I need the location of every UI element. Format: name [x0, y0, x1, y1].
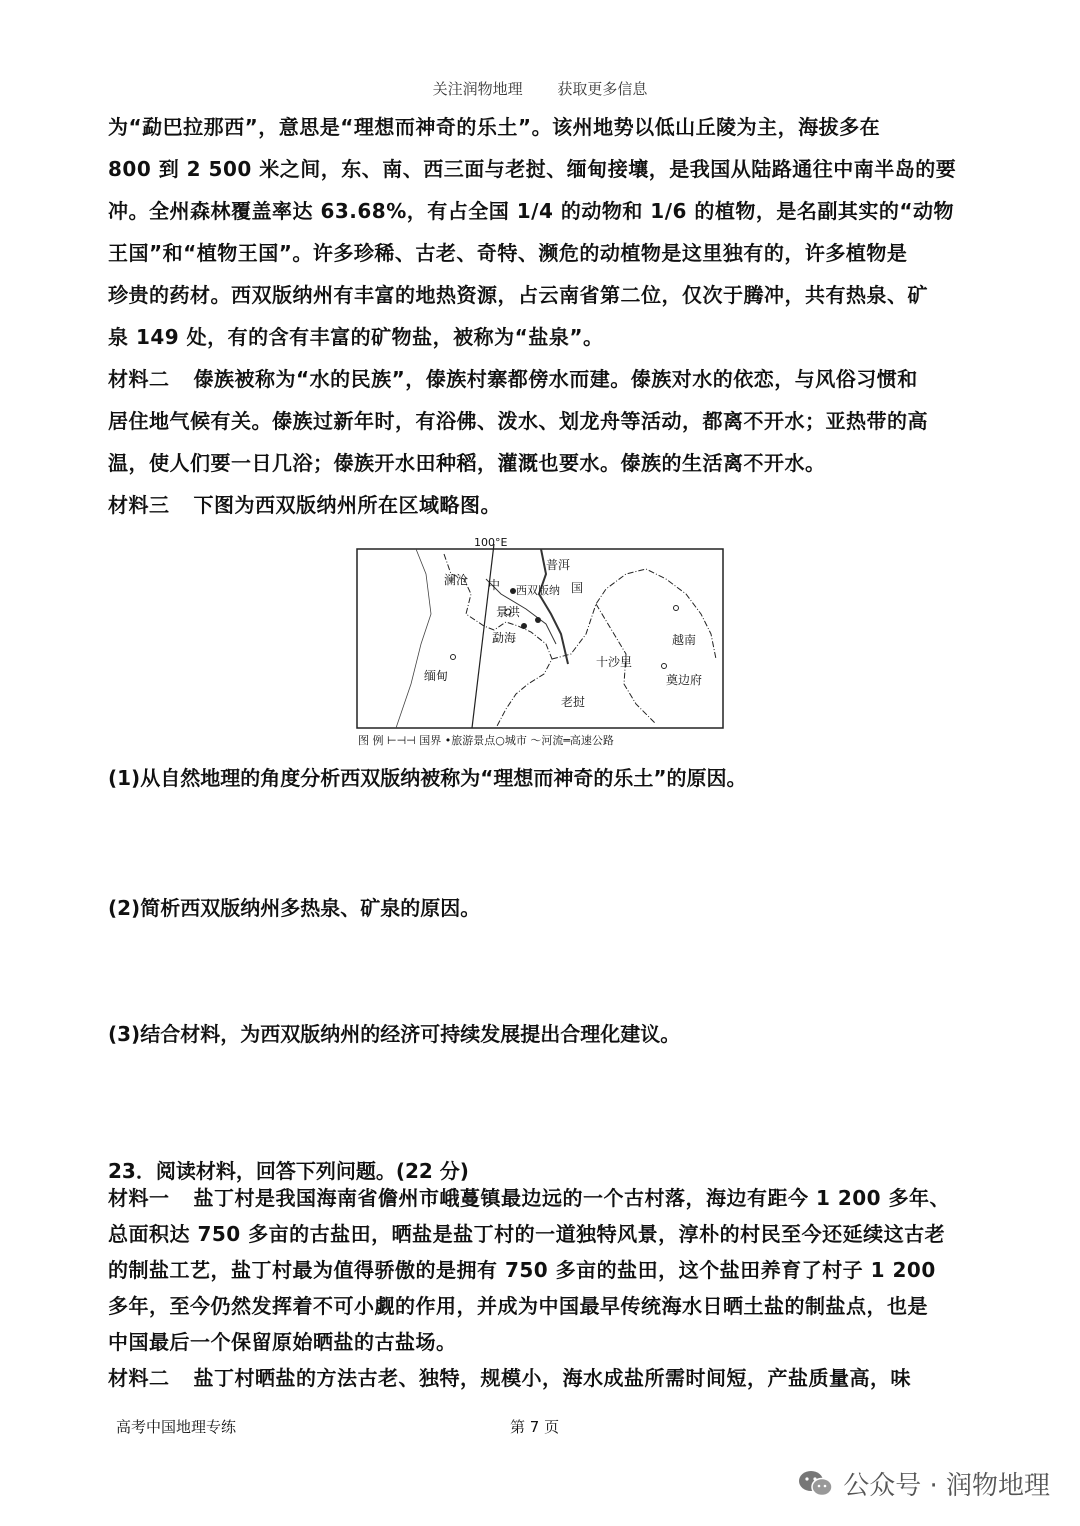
paragraph-line: 珍贵的药材。西双版纳州有丰富的地热资源，占云南省第二位，仅次于腾冲，共有热泉、矿: [108, 283, 928, 307]
material3-text: 下图为西双版纳州所在区域略图。: [193, 493, 501, 517]
map-svg: [356, 534, 726, 750]
question-1: (1)从自然地理的角度分析西双版纳被称为“理想而神奇的乐土”的原因。: [108, 766, 747, 790]
q23-material-block: [108, 1180, 974, 1396]
footer-title: 高考中国地理专练: [116, 1418, 237, 1436]
material-text-block: [108, 106, 974, 526]
region-map: [356, 534, 726, 750]
city-marker: [451, 655, 456, 660]
paragraph-line: 800 到 2 500 米之间，东、南、西三面与老挝、缅甸接壤，是我国从陆路通往中南半岛的要: [108, 157, 957, 181]
q23-material2-text: 盐丁村晒盐的方法古老、独特，规模小，海水成盐所需时间短，产盐质量高，味: [193, 1366, 911, 1390]
watermark: [797, 1465, 1050, 1502]
material3-label: 材料三: [108, 493, 170, 517]
label-menghai: 勐海: [492, 631, 517, 645]
q23-line: 的制盐工艺，盐丁村最为值得骄傲的是拥有 750 多亩的盐田，这个盐田养育了村子 1 200: [108, 1258, 936, 1282]
label-burma: 缅甸: [424, 669, 449, 683]
meridian-line: [472, 544, 494, 728]
header-left: 关注润物地理: [432, 80, 523, 98]
label-puer: 普洱: [546, 558, 571, 572]
label-jinghong: 景洪: [496, 605, 521, 619]
material2-label: 材料二: [108, 367, 170, 391]
q23-line: 多年，至今仍然发挥着不可小觑的作用，并成为中国最早传统海水日晒土盐的制盐点，也是: [108, 1294, 928, 1318]
q23-material2-line: [108, 1360, 974, 1396]
meridian-label: 100°E: [474, 536, 508, 549]
material2-line: 温，使人们要一日几浴；傣族开水田种稻，灌溉也要水。傣族的生活离不开水。: [108, 451, 826, 475]
material2-text: 傣族被称为“水的民族”，傣族村寨都傍水而建。傣族对水的依恋，与风俗习惯和: [193, 367, 918, 391]
material2-line-1: [108, 358, 974, 400]
city-marker: [662, 664, 667, 669]
river-line: [396, 549, 431, 728]
spot-marker: [535, 617, 541, 623]
paragraph-line: 冲。全州森林覆盖率达 63.68%，有占全国 1/4 的动物和 1/6 的植物，是名副其实的“动物: [108, 199, 955, 223]
paragraph-line: 泉 149 处，有的含有丰富的矿物盐，被称为“盐泉”。: [108, 325, 604, 349]
label-lancang: 澜沧: [444, 573, 469, 587]
city-marker: [674, 606, 679, 611]
page-header: [0, 78, 1080, 99]
label-xishuangbanna: 西双版纳: [516, 584, 560, 597]
material3-line: [108, 484, 974, 526]
question-3: (3)结合材料，为西双版纳州的经济可持续发展提出合理化建议。: [108, 1022, 681, 1046]
question-2: (2)简析西双版纳州多热泉、矿泉的原因。: [108, 896, 481, 920]
header-right: 获取更多信息: [557, 80, 648, 98]
q23-material2-label: 材料二: [108, 1366, 170, 1390]
label-shishabi: 十沙里: [596, 655, 633, 669]
map-legend: 图 例 ⊢⊣⊣ 国界 •旅游景点○城市 ～河流═高速公路: [358, 734, 614, 747]
paragraph-line: 王国”和“植物王国”。许多珍稀、古老、奇特、濒危的动植物是这里独有的，许多植物是: [108, 241, 908, 265]
label-china-1: 中: [488, 578, 501, 592]
paragraph-line: 为“勐巴拉那西”，意思是“理想而神奇的乐土”。该州地势以低山丘陵为主，海拔多在: [108, 115, 881, 139]
label-china-2: 国: [571, 581, 584, 595]
q23-material1-label: 材料一: [108, 1186, 170, 1210]
footer-page-number: 第 7 页: [510, 1418, 560, 1436]
label-vietnam: 越南: [672, 633, 697, 647]
q23-line: 总面积达 750 多亩的古盐田，晒盐是盐丁村的一道独特风景，淳朴的村民至今还延续这古老: [108, 1222, 946, 1246]
q23-line: 中国最后一个保留原始晒盐的古盐场。: [108, 1330, 457, 1354]
question-23-title: 23．阅读材料，回答下列问题。(22 分): [108, 1159, 469, 1183]
label-laos: 老挝: [561, 695, 586, 709]
map-frame: [357, 549, 723, 728]
label-dienbien: 奠边府: [666, 673, 703, 687]
material2-line: 居住地气候有关。傣族过新年时，有浴佛、泼水、划龙舟等活动，都离不开水；亚热带的高: [108, 409, 928, 433]
spot-marker: [521, 623, 527, 629]
q23-material1-line-1: [108, 1180, 974, 1216]
q23-material1-text: 盐丁村是我国海南省儋州市峨蔓镇最边远的一个古村落，海边有距今 1 200 多年、: [193, 1186, 951, 1210]
wechat-icon: [797, 1468, 835, 1500]
watermark-text: 公众号 · 润物地理: [843, 1471, 1050, 1501]
